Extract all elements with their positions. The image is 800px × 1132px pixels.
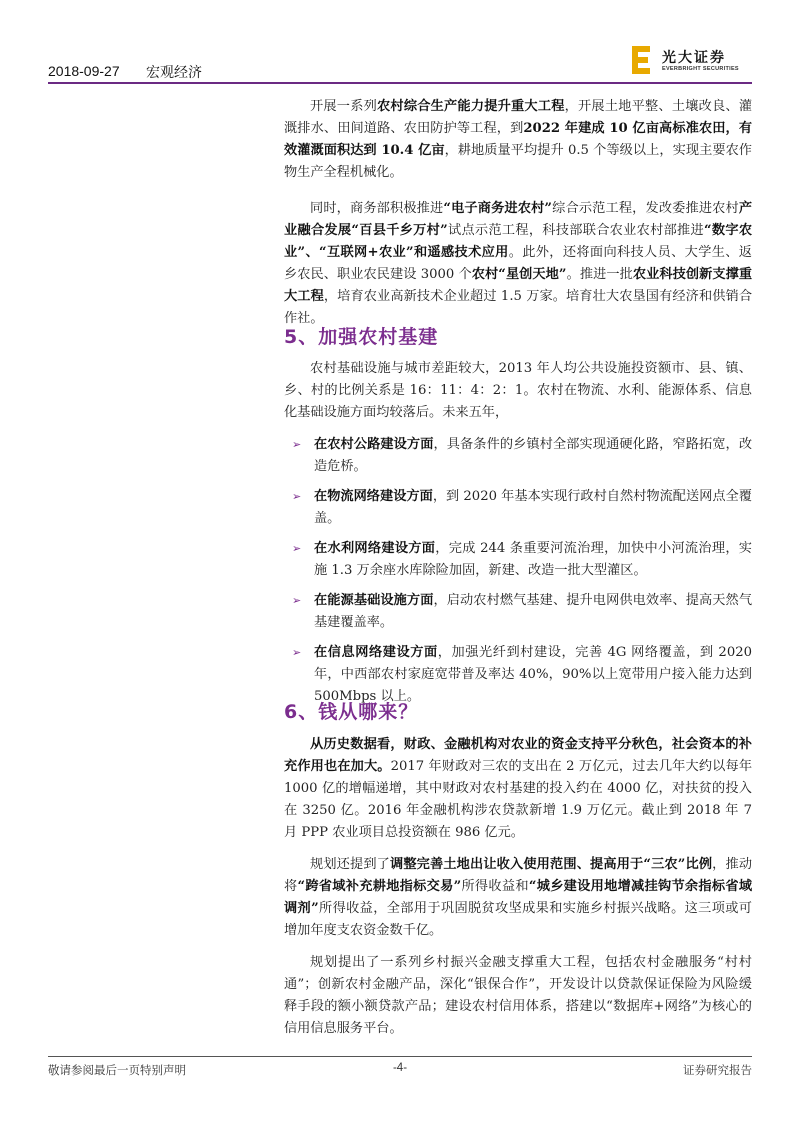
report-type: 证券研究报告	[683, 1063, 752, 1077]
list-item	[284, 434, 752, 478]
intro-block	[284, 96, 752, 330]
bold-text: 在能源基础设施方面	[314, 593, 434, 608]
arrow-bullet-icon: ➢	[292, 542, 302, 555]
bold-text: 农村综合生产能力提升重大工程	[377, 99, 565, 114]
arrow-bullet-icon: ➢	[292, 594, 302, 607]
text: 2017 年财政对三农的支出在 2 万亿元，过去几年大约以每年 1000 亿的增幅递增，其中财政对农村基建的投入约在 4000 亿，对扶贫的投入在 3250 亿。2016 年金融机构涉农贷款新增 1.9 万亿元。截止到 2018 年 7 月 PPP 农业项目总投资额在 986 亿元。	[284, 759, 753, 840]
bold-text: “跨省域补充耕地指标交易”	[297, 879, 462, 894]
bold-text: 在农村公路建设方面	[314, 437, 434, 452]
bold-text: “数字农业”、“互联网+农业”和遥感技术应用	[284, 223, 753, 260]
text: ，具备条件的乡镇村全部实现通硬化路，窄路拓宽，改造危桥。	[314, 437, 753, 474]
text: 。此外，还将面向科技人员、大学生、返乡农民、职业农民建设 3000 个	[284, 245, 752, 282]
text: ，启动农村燃气基建、提升电网供电效率、提高天然气基建覆盖率。	[314, 593, 753, 630]
section-5-intro: 农村基础设施与城市差距较大，2013 年人均公共设施投资额市、县、镇、乡、村的比例关系是 16：11：4：2：1。农村在物流、水利、能源体系、信息化基础设施方面均较落后。未来五年，	[284, 361, 752, 420]
text: 所得收益和	[461, 879, 529, 894]
arrow-bullet-icon: ➢	[292, 438, 302, 451]
text: ，完成 244 条重要河流治理，加快中小河流治理，实施 1.3 万余座水库除险加固，新建、改造一批大型灌区。	[314, 541, 752, 578]
footer-divider	[48, 1056, 752, 1057]
logo-text-en: EVERBRIGHT SECURITIES	[662, 66, 739, 72]
bold-text: 调整完善土地出让收入使用范围、提高用于“三农”比例	[390, 857, 713, 872]
text: ，推动将	[284, 857, 753, 894]
section-5-title: 5、加强农村基建	[284, 326, 439, 348]
company-logo	[632, 46, 752, 76]
text: 所得收益，全部用于巩固脱贫攻坚成果和实施乡村振兴战略。这三项或可增加年度支农资金数千亿。	[284, 901, 752, 938]
text: 试点示范工程，科技部联合农业农村部推进	[447, 223, 704, 238]
report-date: 2018-09-27	[48, 63, 120, 79]
arrow-bullet-icon: ➢	[292, 646, 302, 659]
section-6-body	[284, 734, 752, 1040]
text: ，加强光纤到村建设，完善 4G 网络覆盖，到 2020 年，中西部农村家庭宽带普及率达 40%，90%以上宽带用户接入能力达到 500Mbps 以上。	[314, 645, 752, 704]
page-header	[48, 40, 752, 80]
paragraph: 规划提出了一系列乡村振兴金融支撑重大工程，包括农村金融服务“村村通”；创新农村金融产品，深化“银保合作”，开发设计以贷款保证保险为风险缓释手段的额小额贷款产品；建设农村信用体系，搭建以“数据库+网络”为核心的信用信息服务平台。	[284, 955, 752, 1036]
paragraph	[284, 734, 752, 844]
text: 规划还提到了	[310, 857, 391, 872]
bold-text: “电子商务进农村”	[443, 201, 552, 216]
bold-text: 在信息网络建设方面	[314, 645, 438, 660]
list-item	[284, 486, 752, 530]
section-5-body	[284, 358, 752, 708]
text: ，培育农业高新技术企业超过 1.5 万家。培育壮大农垦国有经济和供销合作社。	[284, 289, 753, 326]
logo-icon	[632, 46, 652, 74]
paragraph	[284, 854, 752, 942]
bold-text: 农村“星创天地”	[471, 267, 567, 282]
bold-text: 产业融合发展“百县千乡万村”	[284, 201, 753, 238]
bold-text: 从历史数据看，财政、金融机构对农业的资金支持平分秋色，社会资本的补充作用也在加大。	[284, 737, 752, 774]
text: 开展一系列	[310, 99, 378, 114]
bold-text: 农业科技创新支撑重大工程	[284, 267, 753, 304]
bold-text: 在物流网络建设方面	[314, 489, 433, 504]
paragraph	[284, 198, 752, 330]
bold-text: “城乡建设用地增减挂钩节余指标省域调剂”	[284, 879, 753, 916]
list-item	[284, 538, 752, 582]
logo-text-cn: 光大证券	[662, 50, 726, 66]
text: 综合示范工程，发改委推进农村	[552, 201, 739, 216]
page-number: -4-	[392, 1062, 408, 1074]
section-6-title: 6、钱从哪来？	[284, 701, 419, 723]
paragraph	[284, 96, 752, 184]
text: 同时，商务部积极推进	[310, 201, 444, 216]
text: ，耕地质量平均提升 0.5 个等级以上，实现主要农作物生产全程机械化。	[284, 143, 752, 180]
arrow-bullet-icon: ➢	[292, 490, 302, 503]
bold-text: 在水利网络建设方面	[314, 541, 436, 556]
disclaimer-note: 敬请参阅最后一页特别声明	[48, 1063, 186, 1077]
text: 。推进一批	[566, 267, 633, 282]
text: ，开展土地平整、土壤改良、灌溉排水、田间道路、农田防护等工程，到	[284, 99, 753, 136]
report-category: 宏观经济	[146, 65, 202, 81]
bold-text: 2022 年建成 10 亿亩高标准农田，有效灌溉面积达到 10.4 亿亩	[284, 121, 753, 158]
text: ，到 2020 年基本实现行政村自然村物流配送网点全覆盖。	[314, 489, 752, 526]
header-divider	[48, 82, 752, 84]
list-item	[284, 590, 752, 634]
section-5-bullets	[284, 434, 752, 708]
